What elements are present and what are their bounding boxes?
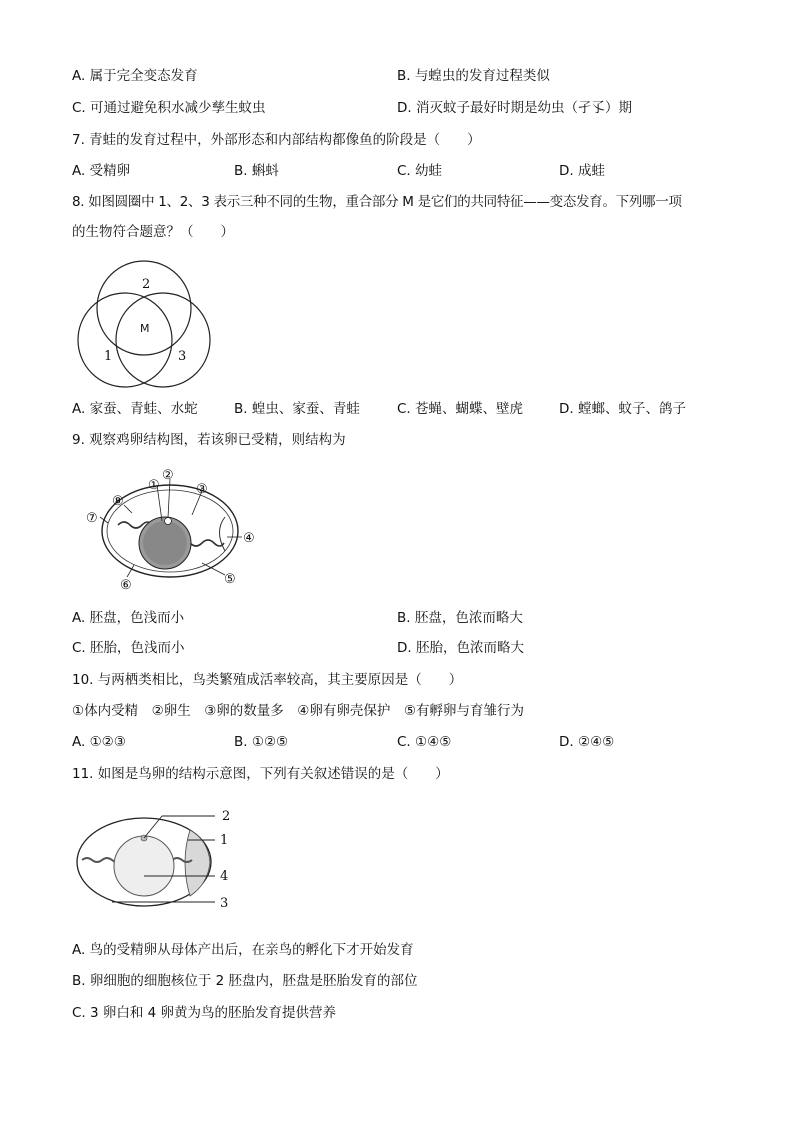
q10-option-c: C. ①④⑤	[397, 734, 452, 750]
q9-option-d: D. 胚胎，色浓而略大	[397, 640, 524, 656]
q7-option-d: D. 成蛙	[559, 163, 605, 179]
bird-egg-label-3: 3	[220, 896, 229, 911]
venn-label-3: 3	[178, 349, 187, 364]
bird-egg-label-1: 1	[220, 833, 229, 848]
q7-option-a: A. 受精卵	[72, 163, 131, 179]
venn-label-m: M	[140, 322, 150, 335]
q11-stem: 11. 如图是鸟卵的结构示意图，下列有关叙述错误的是（ ）	[72, 766, 449, 782]
q9-option-b: B. 胚盘，色浓而略大	[397, 610, 523, 626]
egg-label-5: ⑤	[224, 572, 236, 587]
venn-diagram	[72, 258, 217, 388]
q10-items: ①体内受精 ②卵生 ③卵的数量多 ④卵有卵壳保护 ⑤有孵卵与育雏行为	[72, 703, 525, 719]
egg-label-1: ①	[148, 478, 160, 493]
q11-option-b: B. 卵细胞的细胞核位于 2 胚盘内，胚盘是胚胎发育的部位	[72, 973, 418, 989]
venn-label-1: 1	[104, 349, 113, 364]
bird-egg-label-4: 4	[220, 869, 229, 884]
q8-option-a: A. 家蚕、青蛙、水蛇	[72, 401, 198, 417]
egg-label-7: ⑦	[86, 511, 98, 526]
q9-option-a: A. 胚盘，色浅而小	[72, 610, 185, 626]
q8-option-c: C. 苍蝇、蝴蝶、壁虎	[397, 401, 524, 417]
q7-option-c: C. 幼蛙	[397, 163, 443, 179]
egg-label-6: ⑥	[120, 578, 132, 593]
q10-option-a: A. ①②③	[72, 734, 126, 750]
q6-option-a: A. 属于完全变态发育	[72, 68, 198, 84]
q9-option-c: C. 胚胎，色浅而小	[72, 640, 185, 656]
bird-egg-label-2: 2	[222, 809, 231, 824]
egg-label-3: ③	[196, 482, 208, 497]
q9-stem: 9. 观察鸡卵结构图，若该卵已受精，则结构为	[72, 432, 346, 448]
chicken-egg-diagram	[82, 465, 262, 593]
bird-egg-diagram	[72, 800, 247, 918]
egg-label-2: ②	[162, 468, 174, 483]
q7-stem: 7. 青蛙的发育过程中，外部形态和内部结构都像鱼的阶段是（ ）	[72, 132, 481, 148]
q10-option-d: D. ②④⑤	[559, 734, 615, 750]
q8-option-d: D. 螳螂、蚊子、鸽子	[559, 401, 686, 417]
q6-option-b: B. 与蝗虫的发育过程类似	[397, 68, 550, 84]
egg-label-4: ④	[243, 531, 255, 546]
q6-option-d: D. 消灭蚊子最好时期是幼虫（孑孓）期	[397, 100, 632, 116]
venn-label-2: 2	[142, 277, 151, 292]
q8-stem-line2: 的生物符合题意？（ ）	[72, 224, 234, 240]
q8-option-b: B. 蝗虫、家蚕、青蛙	[234, 401, 360, 417]
egg-label-8: ⑧	[112, 494, 124, 509]
q7-option-b: B. 蝌蚪	[234, 163, 279, 179]
q8-stem-line1: 8. 如图圆圈中 1、2、3 表示三种不同的生物，重合部分 M 是它们的共同特征——变态发育。下列哪一项	[72, 194, 682, 210]
q10-option-b: B. ①②⑤	[234, 734, 289, 750]
q10-stem: 10. 与两栖类相比，鸟类繁殖成活率较高，其主要原因是（ ）	[72, 672, 463, 688]
q11-option-c: C. 3 卵白和 4 卵黄为鸟的胚胎发育提供营养	[72, 1005, 337, 1021]
q6-option-c: C. 可通过避免积水减少孳生蚊虫	[72, 100, 266, 116]
q11-option-a: A. 鸟的受精卵从母体产出后，在亲鸟的孵化下才开始发育	[72, 942, 414, 958]
